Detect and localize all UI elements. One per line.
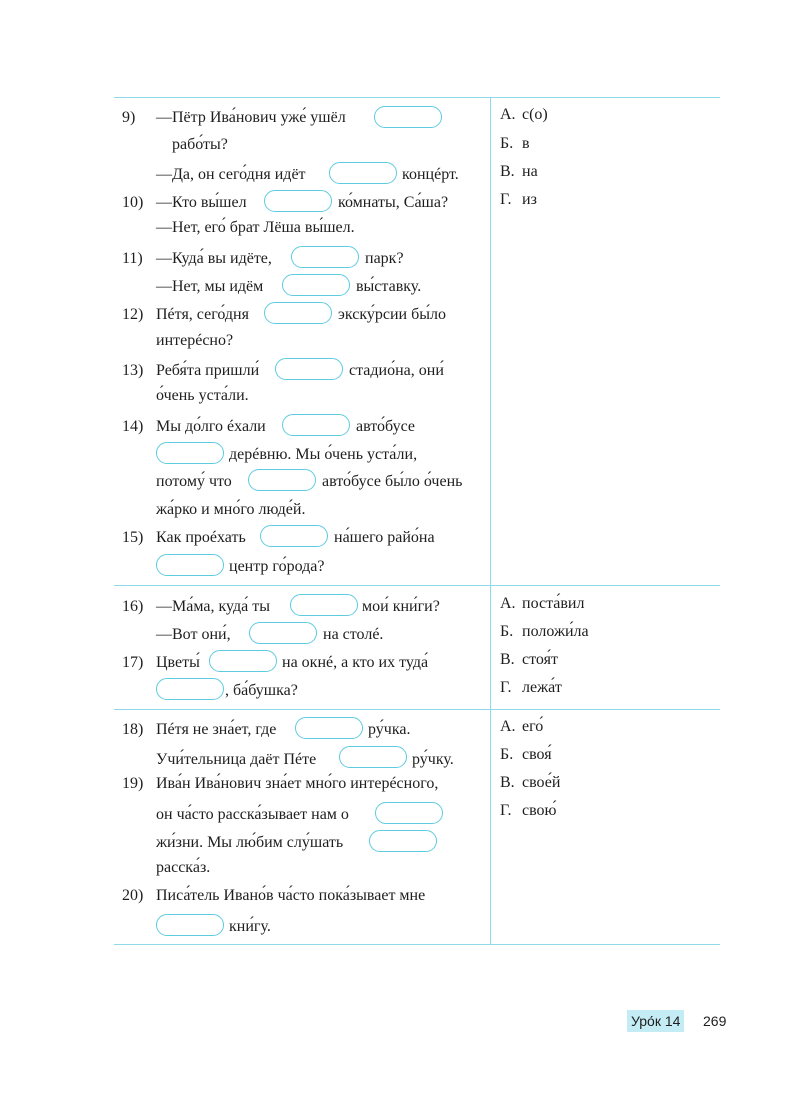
answer-blank[interactable] bbox=[374, 106, 442, 128]
item-text: жа́рко и мно́го люде́й. bbox=[156, 501, 306, 518]
answer-blank[interactable] bbox=[260, 525, 328, 547]
item-text: о́чень уста́ли. bbox=[156, 387, 249, 404]
answer-blank[interactable] bbox=[156, 442, 224, 464]
answer-blank[interactable] bbox=[275, 358, 343, 380]
item-text: Ива́н Ива́нович зна́ет мно́го интерéсного, bbox=[156, 775, 439, 792]
column-divider bbox=[490, 97, 491, 944]
item-number: 12) bbox=[122, 306, 144, 323]
lesson-label: Уро́к 14 bbox=[627, 1010, 684, 1032]
item-text: —Куда́ вы идёте, bbox=[156, 250, 272, 267]
answer-blank[interactable] bbox=[329, 162, 397, 184]
item-text: , ба́бушка? bbox=[225, 682, 298, 699]
option: Б. своя́ bbox=[500, 746, 552, 763]
option: Б. в bbox=[500, 135, 530, 152]
item-text: Писа́тель Ивано́в ча́сто пока́зывает мне bbox=[156, 887, 426, 904]
option: Г. лежа́т bbox=[500, 679, 562, 696]
item-text: центр го́рода? bbox=[229, 558, 325, 575]
item-text: на́шего райо́на bbox=[334, 529, 435, 546]
item-number: 13) bbox=[122, 362, 144, 379]
item-text: вы́ставку. bbox=[356, 278, 422, 295]
item-text: экску́рсии бы́ло bbox=[338, 306, 446, 323]
option: В. на bbox=[500, 163, 538, 180]
item-text: Цветы́ bbox=[156, 654, 200, 671]
item-text: Мы до́лго éхали bbox=[156, 418, 266, 435]
item-text: Ребя́та пришли́ bbox=[156, 362, 260, 379]
answer-blank[interactable] bbox=[295, 717, 363, 739]
answer-blank[interactable] bbox=[375, 802, 443, 824]
item-text: расска́з. bbox=[156, 859, 211, 876]
answer-blank[interactable] bbox=[264, 302, 332, 324]
item-number: 17) bbox=[122, 654, 144, 671]
item-text: —Кто вы́шел bbox=[156, 194, 247, 211]
answer-blank[interactable] bbox=[248, 469, 316, 491]
item-text: дерéвню. Мы о́чень уста́ли, bbox=[229, 446, 418, 463]
item-text: парк? bbox=[365, 250, 404, 267]
option: В. свое́й bbox=[500, 774, 561, 791]
option: В. стоя́т bbox=[500, 651, 558, 668]
item-number: 9) bbox=[122, 109, 136, 126]
item-number: 19) bbox=[122, 775, 144, 792]
item-text: жи́зни. Мы лю́бим слу́шать bbox=[156, 834, 344, 851]
answer-blank[interactable] bbox=[156, 554, 224, 576]
item-text: Пéтя, сего́дня bbox=[156, 306, 249, 323]
item-text: рабо́ты? bbox=[172, 136, 228, 153]
answer-blank[interactable] bbox=[282, 414, 350, 436]
item-number: 16) bbox=[122, 598, 144, 615]
item-number: 14) bbox=[122, 418, 144, 435]
item-number: 11) bbox=[122, 250, 143, 267]
answer-blank[interactable] bbox=[209, 650, 277, 672]
page-number: 269 bbox=[703, 1013, 727, 1029]
item-text: —Вот они́, bbox=[156, 626, 231, 643]
item-text: кни́гу. bbox=[229, 918, 271, 935]
item-text: потому́ что bbox=[156, 473, 232, 490]
item-text: интерéсно? bbox=[156, 332, 234, 349]
item-number: 20) bbox=[122, 887, 144, 904]
table-bottom-border bbox=[114, 944, 720, 945]
item-text: —Да, он сего́дня идёт bbox=[156, 166, 306, 183]
item-text: авто́бусе бы́ло о́чень bbox=[322, 473, 463, 490]
item-text: ру́чку. bbox=[412, 751, 454, 768]
item-text: на окнé, а кто их туда́ bbox=[282, 654, 429, 671]
answer-blank[interactable] bbox=[282, 274, 350, 296]
option: Б. положи́ла bbox=[500, 623, 589, 640]
option: Г. свою́ bbox=[500, 802, 557, 819]
answer-blank[interactable] bbox=[369, 830, 437, 852]
item-text: авто́бусе bbox=[356, 418, 415, 435]
answer-blank[interactable] bbox=[290, 594, 358, 616]
answer-blank[interactable] bbox=[156, 678, 224, 700]
section-divider bbox=[114, 585, 720, 586]
item-text: —Пётр Ива́нович уже́ ушёл bbox=[156, 109, 346, 126]
item-text: на столé. bbox=[323, 626, 384, 643]
item-text: —Нет, его́ брат Лёша вы́шел. bbox=[156, 219, 355, 236]
option: А. его́ bbox=[500, 718, 544, 735]
item-text: стадио́на, они́ bbox=[349, 362, 444, 379]
answer-blank[interactable] bbox=[264, 190, 332, 212]
option: Г. из bbox=[500, 191, 537, 208]
answer-blank[interactable] bbox=[156, 914, 224, 936]
answer-blank[interactable] bbox=[291, 246, 359, 268]
item-number: 15) bbox=[122, 529, 144, 546]
item-text: Учи́тельница даёт Пéте bbox=[156, 751, 317, 768]
option: А. поста́вил bbox=[500, 595, 585, 612]
item-text: концéрт. bbox=[402, 166, 459, 183]
item-text: ко́мнаты, Са́ша? bbox=[338, 194, 449, 211]
answer-blank[interactable] bbox=[249, 622, 317, 644]
item-text: мои́ кни́ги? bbox=[362, 598, 440, 615]
item-text: —Ма́ма, куда́ ты bbox=[156, 598, 270, 615]
item-text: ру́чка. bbox=[368, 721, 411, 738]
section-divider bbox=[114, 709, 720, 710]
option: А. с(о) bbox=[500, 106, 548, 123]
item-number: 18) bbox=[122, 721, 144, 738]
item-text: Пéтя не зна́ет, где bbox=[156, 721, 277, 738]
item-text: он ча́сто расска́зывает нам о bbox=[156, 806, 349, 823]
item-text: Как проéхать bbox=[156, 529, 246, 546]
item-number: 10) bbox=[122, 194, 144, 211]
table-top-border bbox=[114, 97, 720, 98]
answer-blank[interactable] bbox=[339, 746, 407, 768]
item-text: —Нет, мы идём bbox=[156, 278, 264, 295]
